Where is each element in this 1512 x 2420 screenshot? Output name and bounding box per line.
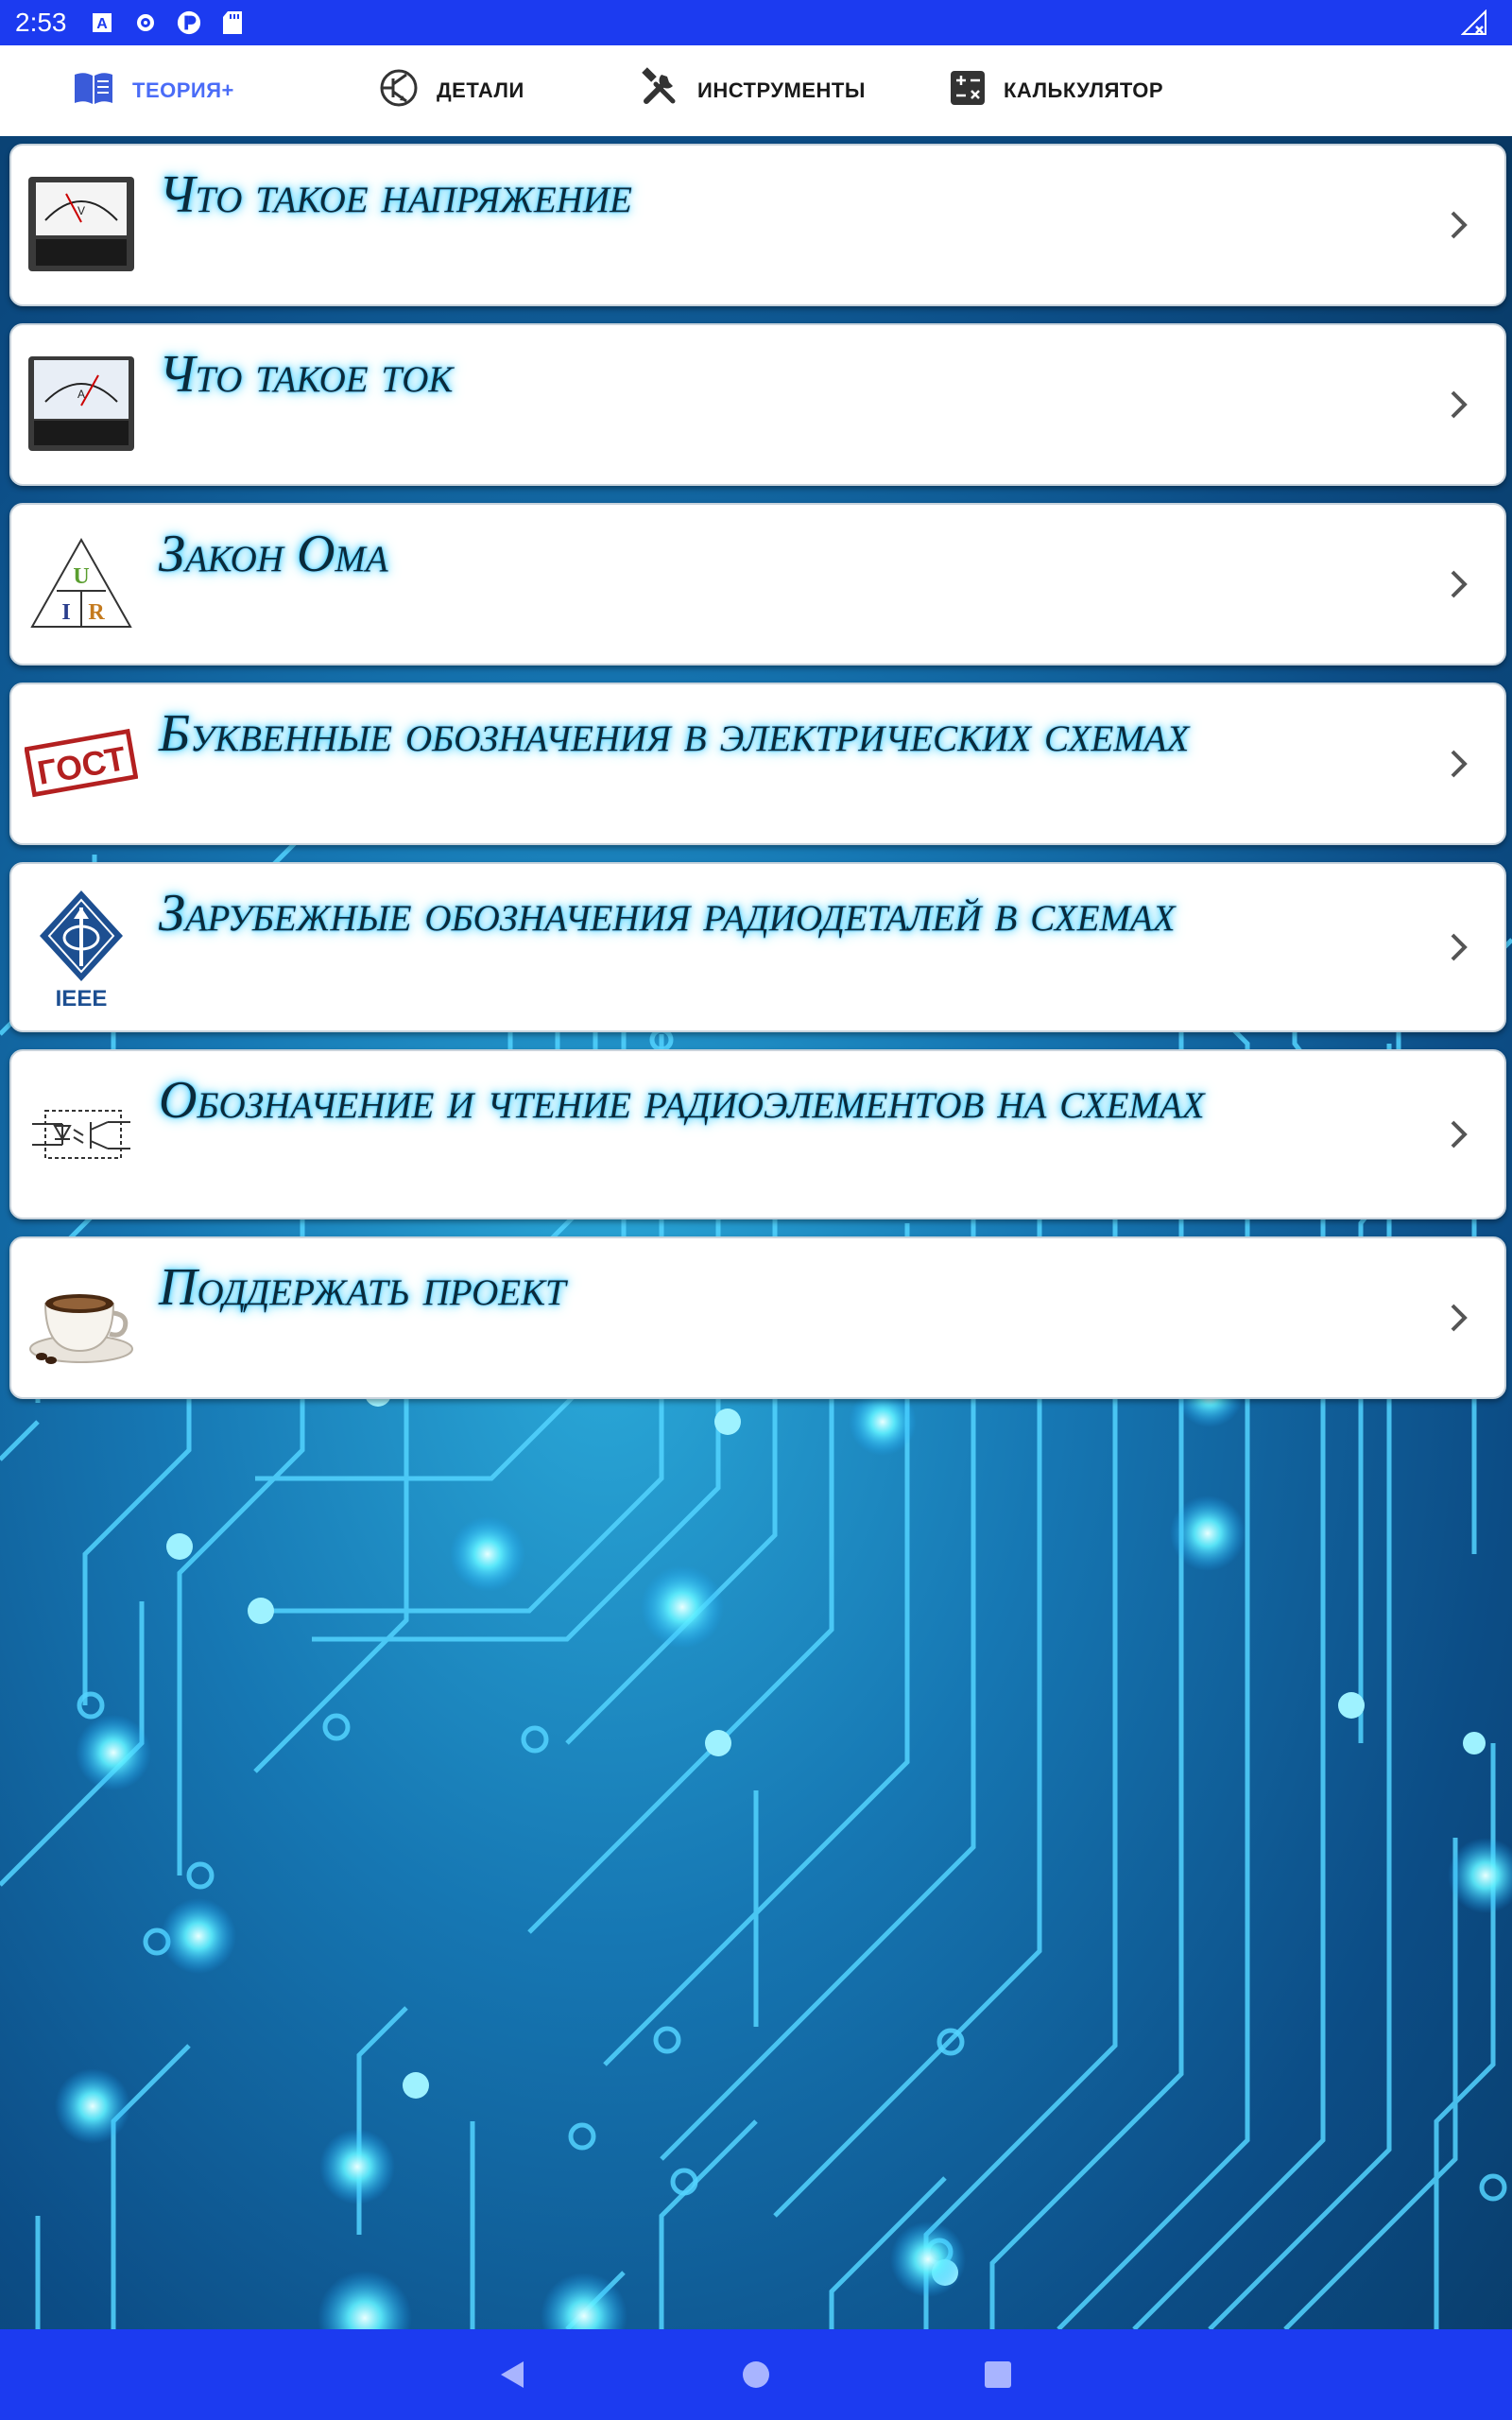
ammeter-icon (25, 348, 138, 461)
p-icon (177, 10, 201, 35)
coffee-cup-icon (25, 1261, 138, 1374)
svg-text:A: A (95, 16, 108, 32)
back-icon[interactable] (495, 2358, 529, 2392)
settings-icon (133, 10, 158, 35)
list-item-title: Поддержать проект (159, 1258, 566, 1317)
logo-text: IEEE (55, 986, 108, 1010)
transistor-icon (378, 67, 420, 114)
tab-label: КАЛЬКУЛЯТОР (1004, 78, 1164, 102)
list-item-title: Обозначение и чтение радиоэлементов на схемах (159, 1071, 1205, 1130)
svg-text:A: A (77, 388, 86, 401)
list-item-current[interactable] (9, 323, 1506, 486)
home-icon[interactable] (739, 2358, 773, 2392)
list-item-voltage[interactable] (9, 144, 1506, 306)
stamp-text: ГОСТ (34, 739, 129, 792)
chevron-right-icon (1448, 208, 1470, 242)
tab-label: ТЕОРИЯ+ (132, 78, 234, 102)
ohm-triangle-icon (25, 527, 138, 641)
ieee-logo-icon (25, 887, 138, 1010)
triangle-letter-u: U (73, 564, 90, 589)
list-item-title: Что такое напряжение (159, 165, 632, 224)
chevron-right-icon (1448, 1117, 1470, 1151)
voltmeter-icon (25, 168, 138, 282)
tools-icon (639, 67, 680, 114)
list-item-foreign-designations[interactable] (9, 862, 1506, 1032)
triangle-letter-r: R (88, 600, 105, 625)
gost-stamp-icon (25, 707, 138, 821)
sd-card-icon (220, 10, 245, 35)
tab-label: ИНСТРУМЕНТЫ (697, 78, 866, 102)
chevron-right-icon (1448, 567, 1470, 601)
optocoupler-icon (25, 1078, 138, 1191)
list-item-reading-elements[interactable] (9, 1049, 1506, 1219)
list-item-title: Буквенные обозначения в электрических схемах (159, 704, 1190, 763)
chevron-right-icon (1448, 1301, 1470, 1335)
tab-label: ДЕТАЛИ (437, 78, 524, 102)
list-item-title: Зарубежные обозначения радиодеталей в схемах (159, 884, 1176, 942)
tab-tools[interactable] (639, 45, 866, 136)
status-bar (0, 0, 1512, 45)
tab-bar (0, 45, 1512, 137)
list-item-title: Закон Ома (159, 525, 388, 583)
chevron-right-icon (1448, 388, 1470, 422)
list-item-letter-designations[interactable] (9, 683, 1506, 845)
triangle-letter-i: I (61, 600, 71, 625)
recents-icon[interactable] (983, 2360, 1013, 2390)
chevron-right-icon (1448, 930, 1470, 964)
list-item-ohm[interactable] (9, 503, 1506, 666)
chevron-right-icon (1448, 747, 1470, 781)
book-icon (72, 70, 115, 112)
a-icon (90, 10, 114, 35)
list-item-support[interactable] (9, 1236, 1506, 1399)
tab-theory[interactable] (72, 45, 234, 136)
tab-details[interactable] (378, 45, 524, 136)
status-time: 2:53 (15, 8, 67, 37)
signal-no-service-icon (1461, 9, 1487, 41)
svg-text:V: V (77, 204, 86, 217)
list-item-title: Что такое ток (159, 345, 454, 404)
navigation-bar (0, 2329, 1512, 2420)
tab-calculator[interactable] (949, 45, 1163, 136)
calculator-icon (949, 69, 987, 112)
